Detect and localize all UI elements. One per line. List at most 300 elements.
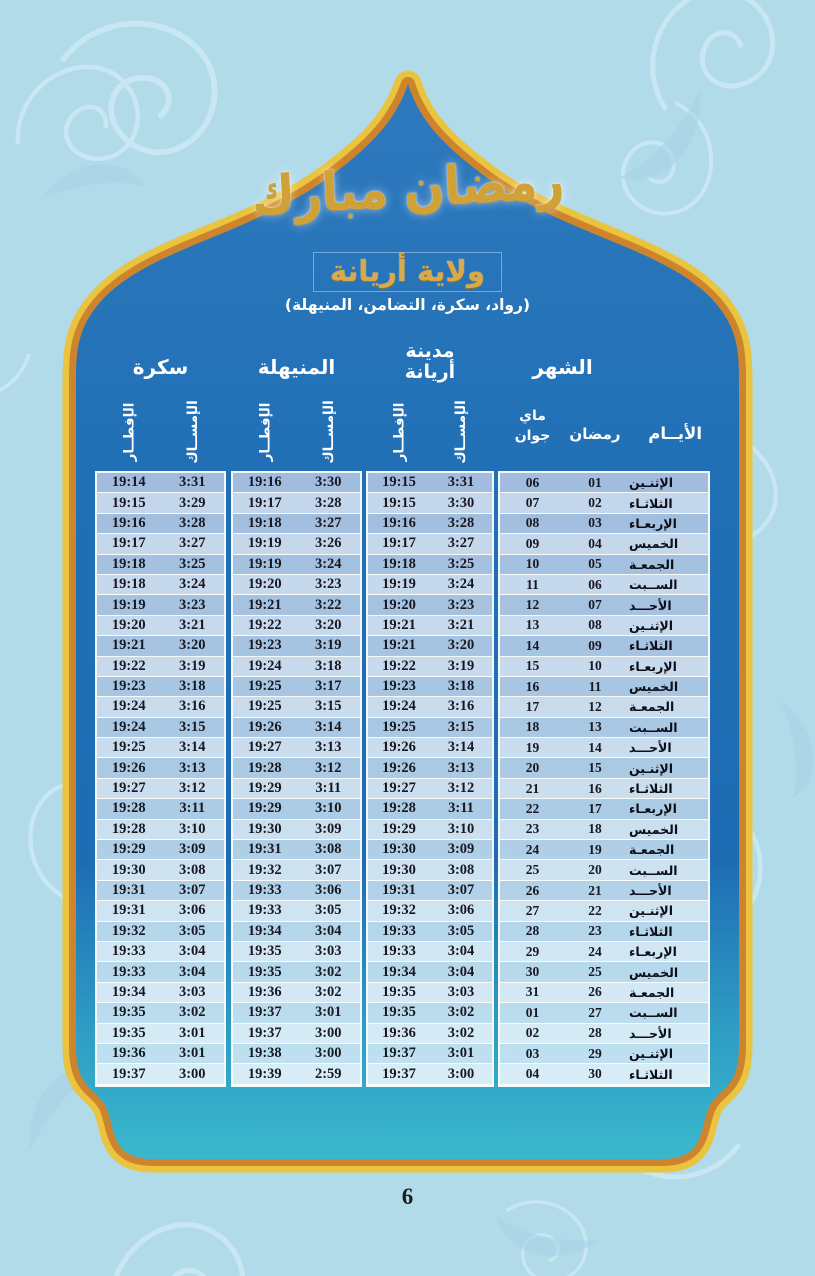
cell-soukra-imsak: 3:15 <box>178 718 206 735</box>
cell-mnihla-iftar: 19:29 <box>247 800 282 817</box>
cell-day: الخميس <box>629 964 679 980</box>
cell-day: الثلاثـاء <box>629 781 673 797</box>
cell-soukra-imsak: 3:28 <box>178 514 206 531</box>
cell-soukra-iftar: 19:18 <box>111 576 146 593</box>
table-row <box>368 1003 492 1023</box>
cell-soukra-iftar: 19:20 <box>111 616 146 633</box>
table-row <box>233 616 360 636</box>
cell-ariana-iftar: 19:33 <box>382 943 416 960</box>
table-row <box>233 1064 360 1084</box>
cell-ramadan: 12 <box>588 698 602 714</box>
cell-soukra-iftar: 19:33 <box>111 963 146 980</box>
cell-ramadan: 29 <box>588 1045 602 1061</box>
cell-day: الإثنـين <box>629 1046 674 1062</box>
cell-ariana-imsak: 3:20 <box>447 637 475 654</box>
table-row <box>368 942 492 962</box>
cell-soukra-iftar: 19:31 <box>111 882 146 898</box>
cell-ariana-iftar: 19:24 <box>382 698 416 715</box>
table-row <box>500 493 708 513</box>
mnihla-iftar-header: الإفطــار <box>256 402 273 462</box>
cell-day: الســبت <box>629 719 678 735</box>
cell-soukra-imsak: 3:20 <box>178 637 206 654</box>
cell-ramadan: 11 <box>588 678 602 694</box>
cell-may-june: 10 <box>525 556 540 572</box>
table-row <box>368 555 492 575</box>
table-row <box>500 657 708 677</box>
table-row <box>368 962 492 982</box>
cell-ramadan: 17 <box>588 800 602 816</box>
table-row <box>368 820 492 840</box>
table-row <box>233 514 360 534</box>
cell-ariana-imsak: 3:21 <box>447 616 475 633</box>
cell-ariana-iftar: 19:23 <box>382 678 416 695</box>
cell-ariana-iftar: 19:16 <box>382 514 416 531</box>
cell-day: الأحـــد <box>629 1025 672 1041</box>
cell-ramadan: 13 <box>588 719 602 735</box>
cell-ariana-imsak: 3:23 <box>447 596 475 613</box>
table-row <box>233 697 360 717</box>
table-row <box>233 677 360 697</box>
cell-mnihla-iftar: 19:33 <box>247 902 282 919</box>
cell-day: الثلاثـاء <box>629 495 673 511</box>
cell-ariana-imsak: 3:01 <box>447 1045 475 1062</box>
cell-soukra-imsak: 3:13 <box>178 759 206 776</box>
table-row <box>233 534 360 554</box>
table-row <box>233 983 360 1003</box>
cell-mnihla-iftar: 19:35 <box>247 963 282 980</box>
table-row <box>97 473 224 493</box>
table-row <box>233 493 360 513</box>
cell-ariana-iftar: 19:22 <box>382 657 416 674</box>
cell-ariana-iftar: 19:18 <box>382 555 416 572</box>
cell-ramadan: 10 <box>588 658 602 674</box>
ariana-iftar-header: الإفطــار <box>390 402 407 462</box>
cell-may-june: 23 <box>525 821 540 837</box>
cell-mnihla-imsak: 3:10 <box>314 800 342 817</box>
cell-ariana-imsak: 3:09 <box>447 841 475 858</box>
cell-ariana-iftar: 19:35 <box>382 983 416 1000</box>
table-row <box>97 1024 224 1044</box>
cell-ariana-iftar: 19:17 <box>382 535 416 552</box>
cell-may-june: 04 <box>525 1066 540 1082</box>
table-row <box>97 779 224 799</box>
cell-ariana-iftar: 19:19 <box>382 576 416 593</box>
table-row <box>97 1044 224 1064</box>
may-june-header: ماي جوان <box>514 408 551 445</box>
cell-may-june: 07 <box>525 495 540 511</box>
cell-may-june: 02 <box>525 1025 540 1041</box>
cell-day: الأحـــد <box>629 883 672 898</box>
table-row <box>233 1044 360 1064</box>
table-row <box>233 595 360 615</box>
table-row <box>97 942 224 962</box>
table-row <box>233 555 360 575</box>
cell-ariana-imsak: 3:05 <box>447 922 475 939</box>
table-row <box>500 616 708 636</box>
cell-may-june: 24 <box>525 841 540 857</box>
cell-may-june: 09 <box>525 535 540 551</box>
ariana-label-line2: أريانة <box>404 360 456 383</box>
cell-day: الجمعـة <box>629 699 675 715</box>
cell-soukra-iftar: 19:24 <box>111 718 146 735</box>
cell-soukra-imsak: 3:18 <box>178 678 206 695</box>
table-row <box>97 1064 224 1084</box>
column-group-ariana <box>368 341 492 382</box>
cell-day: الأحـــد <box>629 597 672 613</box>
cell-soukra-imsak: 3:01 <box>178 1024 206 1041</box>
cell-day: الخميس <box>629 679 679 695</box>
table-row <box>500 983 708 1003</box>
cell-soukra-iftar: 19:18 <box>111 555 146 572</box>
table-row <box>368 493 492 513</box>
ariana-label-line1: مدينة <box>405 340 455 362</box>
cell-day: الإثنـين <box>629 475 674 491</box>
cell-mnihla-iftar: 19:17 <box>247 494 282 511</box>
column-group-month: الشهر <box>532 355 593 379</box>
table-row <box>97 697 224 717</box>
cell-ariana-imsak: 3:00 <box>447 1065 475 1082</box>
cell-mnihla-imsak: 3:13 <box>314 739 342 756</box>
cell-ariana-imsak: 3:08 <box>447 861 475 878</box>
cell-mnihla-imsak: 2:59 <box>314 1065 342 1082</box>
table-row <box>500 942 708 962</box>
cell-soukra-iftar: 19:14 <box>111 474 146 491</box>
cell-soukra-imsak: 3:14 <box>178 739 206 756</box>
soukra-iftar-header: الإفطــار <box>120 402 137 462</box>
governorate-subtitle: (رواد، سكرة، التضامن، المنيهلة) <box>284 296 531 314</box>
cell-ariana-iftar: 19:27 <box>382 780 416 797</box>
cell-soukra-imsak: 3:25 <box>178 555 206 572</box>
cell-ariana-imsak: 3:27 <box>447 535 475 552</box>
table-row <box>97 738 224 758</box>
cell-soukra-imsak: 3:23 <box>178 596 206 613</box>
cell-soukra-iftar: 19:25 <box>111 739 146 756</box>
cell-soukra-iftar: 19:29 <box>111 841 146 858</box>
cell-day: الخميس <box>629 536 679 552</box>
table-row <box>500 1064 708 1084</box>
table-row <box>500 1024 708 1044</box>
cell-soukra-imsak: 3:27 <box>178 535 206 552</box>
cell-ramadan: 14 <box>588 739 602 755</box>
cell-may-june: 03 <box>525 1045 540 1061</box>
cell-mnihla-imsak: 3:04 <box>314 922 342 939</box>
cell-day: الإثنـين <box>629 903 674 919</box>
table-row <box>233 1024 360 1044</box>
table-row <box>233 473 360 493</box>
table-row <box>368 738 492 758</box>
table-row <box>233 799 360 819</box>
cell-soukra-imsak: 3:08 <box>178 861 206 878</box>
mnihla-imsak-header: الإمســاك <box>320 400 337 464</box>
table-row <box>97 983 224 1003</box>
cell-ariana-iftar: 19:26 <box>382 759 416 776</box>
cell-ramadan: 01 <box>588 474 602 490</box>
cell-soukra-iftar: 19:32 <box>111 922 146 939</box>
table-row <box>97 595 224 615</box>
cell-ariana-iftar: 19:37 <box>382 1065 416 1082</box>
cell-ariana-iftar: 19:28 <box>382 800 416 817</box>
cell-ramadan: 27 <box>588 1004 602 1020</box>
cell-mnihla-imsak: 3:11 <box>315 780 342 797</box>
cell-ariana-imsak: 3:13 <box>447 759 475 776</box>
cell-ramadan: 20 <box>588 862 602 878</box>
cell-soukra-imsak: 3:02 <box>178 1004 206 1021</box>
cell-ariana-iftar: 19:32 <box>382 902 416 919</box>
cell-ramadan: 05 <box>588 556 602 572</box>
cell-ariana-imsak: 3:28 <box>447 514 475 531</box>
table-row <box>368 1044 492 1064</box>
cell-mnihla-iftar: 19:27 <box>247 739 282 756</box>
table-row <box>500 514 708 534</box>
table-row <box>97 534 224 554</box>
table-row <box>500 473 708 493</box>
cell-soukra-iftar: 19:26 <box>111 759 146 776</box>
table-row <box>500 820 708 840</box>
table-row <box>97 962 224 982</box>
cell-mnihla-imsak: 3:09 <box>314 820 342 837</box>
cell-soukra-imsak: 3:12 <box>178 780 206 797</box>
cell-mnihla-iftar: 19:21 <box>247 596 282 613</box>
cell-mnihla-iftar: 19:22 <box>247 616 282 633</box>
cell-mnihla-imsak: 3:26 <box>314 535 342 552</box>
cell-may-june: 28 <box>525 923 540 939</box>
cell-may-june: 11 <box>526 576 539 592</box>
cell-ramadan: 07 <box>588 597 602 613</box>
table-row <box>97 860 224 880</box>
table-row <box>97 718 224 738</box>
cell-ariana-iftar: 19:15 <box>382 494 416 511</box>
cell-day: الجمعـة <box>629 556 675 572</box>
column-group-soukra: سكرة <box>132 355 189 379</box>
table-row <box>233 779 360 799</box>
cell-ariana-iftar: 19:34 <box>382 963 416 980</box>
table-row <box>368 1064 492 1084</box>
cell-may-june: 15 <box>525 658 540 674</box>
cell-ariana-imsak: 3:02 <box>447 1004 475 1021</box>
table-row <box>368 677 492 697</box>
soukra-times-table <box>97 473 224 1085</box>
cell-day: الإربعـاء <box>629 944 677 960</box>
table-row <box>500 901 708 921</box>
cell-soukra-imsak: 3:11 <box>179 800 206 817</box>
cell-ariana-iftar: 19:15 <box>382 474 416 491</box>
table-row <box>233 718 360 738</box>
cell-ariana-iftar: 19:29 <box>382 820 416 837</box>
cell-day: الجمعـة <box>629 842 675 858</box>
cell-may-june: 08 <box>525 515 540 531</box>
cell-ramadan: 28 <box>588 1025 602 1041</box>
table-row <box>233 636 360 656</box>
table-row <box>97 575 224 595</box>
cell-ramadan: 25 <box>588 964 602 980</box>
cell-mnihla-iftar: 19:33 <box>247 882 282 898</box>
cell-mnihla-imsak: 3:30 <box>314 474 342 491</box>
table-row <box>97 758 224 778</box>
table-row <box>368 514 492 534</box>
table-row <box>97 840 224 860</box>
column-group-mnihla: المنيهلة <box>257 355 336 379</box>
cell-may-june: 26 <box>525 882 540 898</box>
cell-ariana-imsak: 3:24 <box>447 576 475 593</box>
table-row <box>233 820 360 840</box>
soukra-imsak-header: الإمســاك <box>184 400 201 464</box>
cell-mnihla-imsak: 3:07 <box>314 861 342 878</box>
cell-soukra-imsak: 3:04 <box>178 963 206 980</box>
cell-soukra-iftar: 19:33 <box>111 943 146 960</box>
cell-day: الخميس <box>629 821 679 837</box>
table-row <box>97 799 224 819</box>
table-row <box>500 738 708 758</box>
cell-ramadan: 18 <box>588 821 602 837</box>
cell-ramadan: 22 <box>588 902 602 918</box>
table-row <box>368 697 492 717</box>
table-row <box>97 555 224 575</box>
cell-ariana-iftar: 19:21 <box>382 637 416 654</box>
cell-may-june: 19 <box>525 739 540 755</box>
cell-ariana-imsak: 3:11 <box>448 800 474 817</box>
cell-mnihla-iftar: 19:24 <box>247 657 282 674</box>
cell-soukra-imsak: 3:19 <box>178 657 206 674</box>
cell-mnihla-iftar: 19:31 <box>247 841 282 858</box>
cell-may-june: 31 <box>525 984 540 1000</box>
ramadan-mubarak-calligraphy: رمضان مبارك <box>250 149 566 227</box>
cell-soukra-imsak: 3:03 <box>178 983 206 1000</box>
cell-mnihla-iftar: 19:37 <box>247 1024 282 1041</box>
cell-ariana-imsak: 3:19 <box>447 657 475 674</box>
cell-ariana-imsak: 3:25 <box>447 555 475 572</box>
table-row <box>500 636 708 656</box>
cell-mnihla-imsak: 3:00 <box>314 1024 342 1041</box>
cell-soukra-imsak: 3:00 <box>178 1065 206 1082</box>
table-row <box>97 922 224 942</box>
table-row <box>500 718 708 738</box>
cell-ariana-iftar: 19:30 <box>382 861 416 878</box>
cell-mnihla-imsak: 3:17 <box>314 678 342 695</box>
table-row <box>233 840 360 860</box>
cell-mnihla-imsak: 3:01 <box>314 1004 342 1021</box>
cell-mnihla-iftar: 19:38 <box>247 1045 282 1062</box>
cell-mnihla-iftar: 19:32 <box>247 861 282 878</box>
cell-ramadan: 08 <box>588 617 602 633</box>
table-row <box>368 860 492 880</box>
cell-may-june: 14 <box>525 637 540 653</box>
cell-mnihla-imsak: 3:20 <box>314 616 342 633</box>
cell-soukra-iftar: 19:28 <box>111 820 146 837</box>
cell-soukra-iftar: 19:19 <box>111 596 146 613</box>
table-row <box>368 922 492 942</box>
ramadan-header: رمضان <box>569 425 621 443</box>
cell-may-june: 22 <box>525 800 540 816</box>
cell-mnihla-imsak: 3:19 <box>314 637 342 654</box>
table-row <box>500 1044 708 1064</box>
table-row <box>97 616 224 636</box>
table-row <box>500 1003 708 1023</box>
cell-ramadan: 04 <box>588 535 602 551</box>
cell-ariana-imsak: 3:04 <box>447 963 475 980</box>
cell-day: الإثنـين <box>629 760 674 776</box>
table-row <box>233 922 360 942</box>
cell-may-june: 29 <box>525 943 540 959</box>
cell-mnihla-iftar: 19:30 <box>247 820 282 837</box>
cell-mnihla-imsak: 3:02 <box>314 963 342 980</box>
table-row <box>233 575 360 595</box>
table-row <box>97 677 224 697</box>
table-row <box>500 881 708 901</box>
cell-day: الإثنـين <box>629 617 674 633</box>
table-row <box>500 697 708 717</box>
cell-ramadan: 02 <box>588 495 602 511</box>
cell-day: الثلاثـاء <box>629 1066 673 1082</box>
table-row <box>368 799 492 819</box>
cell-ariana-imsak: 3:12 <box>447 780 475 797</box>
table-row <box>233 860 360 880</box>
cell-ramadan: 23 <box>588 923 602 939</box>
cell-ariana-imsak: 3:16 <box>447 698 475 715</box>
cell-mnihla-imsak: 3:05 <box>314 902 342 919</box>
cell-mnihla-iftar: 19:18 <box>247 514 282 531</box>
cell-soukra-imsak: 3:01 <box>178 1045 206 1062</box>
cell-ariana-imsak: 3:10 <box>447 820 475 837</box>
cell-may-june: 01 <box>525 1004 540 1020</box>
cell-soukra-imsak: 3:06 <box>178 902 206 919</box>
cell-ramadan: 21 <box>588 882 602 898</box>
cell-ramadan: 09 <box>588 637 602 653</box>
cell-ariana-imsak: 3:30 <box>447 494 475 511</box>
cell-may-june: 06 <box>525 474 540 490</box>
cell-ariana-iftar: 19:26 <box>382 739 416 756</box>
cell-ariana-imsak: 3:04 <box>447 943 475 960</box>
cell-ariana-imsak: 3:02 <box>447 1024 475 1041</box>
cell-ariana-imsak: 3:03 <box>447 983 475 1000</box>
cell-ariana-iftar: 19:33 <box>382 922 416 939</box>
cell-mnihla-imsak: 3:24 <box>314 555 342 572</box>
cell-day: الثلاثـاء <box>629 638 673 654</box>
table-row <box>97 901 224 921</box>
cell-ariana-iftar: 19:31 <box>382 882 416 898</box>
column-header-days: الأيــام <box>648 424 702 443</box>
cell-mnihla-imsak: 3:08 <box>314 841 342 858</box>
cell-day: الســبت <box>629 1005 678 1021</box>
cell-soukra-imsak: 3:24 <box>178 576 206 593</box>
cell-ramadan: 15 <box>588 760 602 776</box>
cell-soukra-iftar: 19:36 <box>111 1045 146 1062</box>
cell-day: الإربعـاء <box>629 801 677 817</box>
governorate-title-wrap <box>0 252 815 292</box>
cell-soukra-iftar: 19:15 <box>111 494 146 511</box>
table-row <box>233 758 360 778</box>
cell-mnihla-iftar: 19:26 <box>247 718 282 735</box>
cell-ariana-iftar: 19:20 <box>382 596 416 613</box>
cell-ramadan: 30 <box>588 1066 602 1082</box>
cell-ramadan: 19 <box>588 841 602 857</box>
cell-mnihla-imsak: 3:00 <box>314 1045 342 1062</box>
table-row <box>368 779 492 799</box>
cell-mnihla-imsak: 3:12 <box>314 759 342 776</box>
table-row <box>500 758 708 778</box>
cell-mnihla-imsak: 3:14 <box>314 718 342 735</box>
cell-mnihla-iftar: 19:37 <box>247 1004 282 1021</box>
table-row <box>368 534 492 554</box>
cell-mnihla-imsak: 3:03 <box>314 943 342 960</box>
cell-ariana-iftar: 19:36 <box>382 1024 416 1041</box>
cell-soukra-iftar: 19:27 <box>111 780 146 797</box>
table-row <box>368 473 492 493</box>
cell-soukra-imsak: 3:04 <box>178 943 206 960</box>
cell-mnihla-iftar: 19:29 <box>247 780 282 797</box>
cell-mnihla-imsak: 3:15 <box>314 698 342 715</box>
cell-soukra-imsak: 3:07 <box>178 882 206 898</box>
cell-ariana-imsak: 3:18 <box>447 678 475 695</box>
